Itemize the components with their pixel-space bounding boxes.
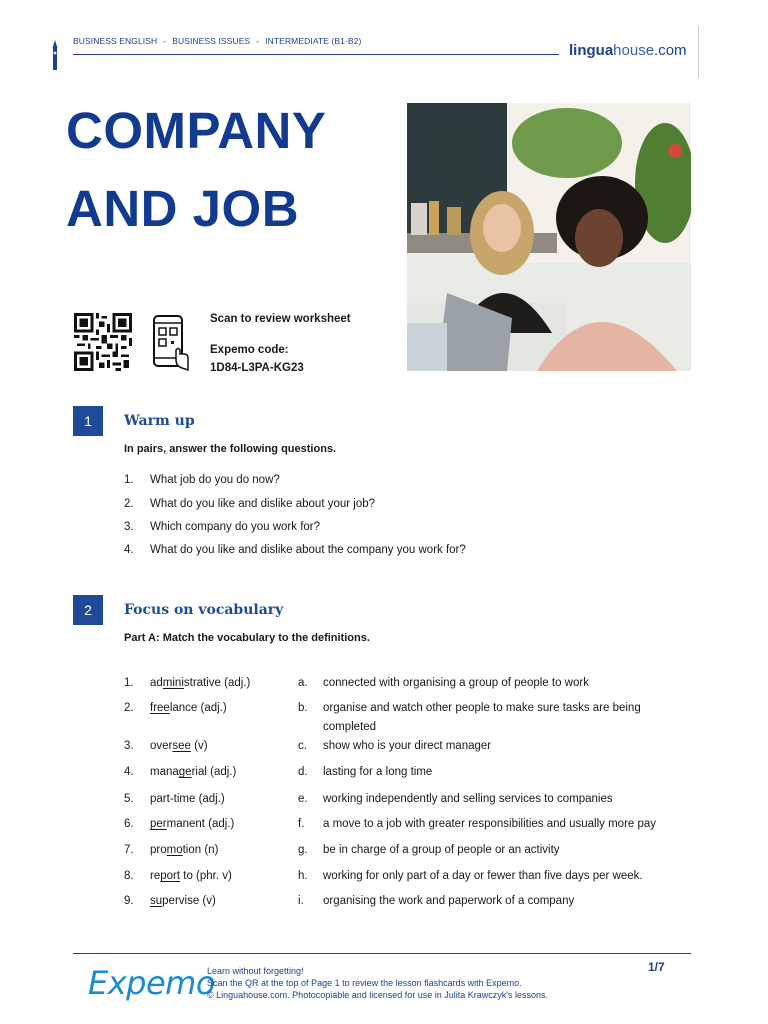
vocab-word: managerial (adj.) [150,766,237,778]
footer-copyright: © Linguahouse.com. Photocopiable and licensed for use in Julita Krawczyk's lessons. [207,990,549,1000]
section-instruction: Part A: Match the vocabulary to the definitions. [124,632,370,644]
expemo-logo[interactable]: Expemo [88,964,215,1002]
vocab-definition: working for only part of a day or fewer than five days per week. [323,870,643,882]
footer-tagline: Learn without forgetting! [207,966,304,976]
vocab-definition: be in charge of a group of people or an activity [323,844,560,856]
header-divider [73,54,559,55]
vocab-word: oversee (v) [150,740,208,752]
vocab-word: freelance (adj.) [150,702,227,714]
vocab-definition: a move to a job with greater responsibilities and usually more pay [323,818,657,830]
vocab-word: supervise (v) [150,895,216,907]
section-instruction: In pairs, answer the following questions. [124,443,337,455]
vocab-word: part-time (adj.) [150,793,225,805]
expemo-code: Expemo code: 1D84-L3PA-KG23 [210,344,304,374]
section-title: Warm up [124,413,195,429]
linguahouse-logo[interactable]: linguahouse.com [569,42,687,59]
header-vertical-rule [698,26,699,78]
vocab-word: promotion (n) [150,844,219,856]
vocab-definition: connected with organising a group of people to work [323,677,589,689]
breadcrumb: BUSINESS ENGLISH - BUSINESS ISSUES - INTERMEDIATE (B1-B2) [73,36,362,46]
vocab-word: permanent (adj.) [150,818,235,830]
phone-scan-icon [152,314,190,372]
vocab-word: administrative (adj.) [150,677,251,689]
section-number: 1 [73,406,103,436]
section-title: Focus on vocabulary [124,602,284,618]
section-number: 2 [73,595,103,625]
footer-instruction: Scan the QR at the top of Page 1 to review the lesson flashcards with Expemo. [207,978,522,988]
vocab-definition: organise and watch other people to make sure tasks are being completed [323,702,641,733]
vocab-definition: show who is your direct manager [323,740,492,752]
breadcrumb-item[interactable]: BUSINESS ENGLISH [73,36,158,46]
footer-divider [73,953,691,954]
scan-label: Scan to review worksheet [210,313,351,325]
big-ben-icon [50,40,60,70]
page-number: 1/7 [648,960,665,974]
breadcrumb-item[interactable]: INTERMEDIATE (B1-B2) [265,36,362,46]
vocab-definition: working independently and selling services to companies [323,793,613,805]
vocab-definition: organising the work and paperwork of a company [323,895,575,907]
vocab-word: report to (phr. v) [150,870,232,882]
qr-code-icon[interactable] [73,313,133,371]
page-title: COMPANY AND JOB [66,102,327,237]
breadcrumb-item[interactable]: BUSINESS ISSUES [172,36,251,46]
vocab-definition: lasting for a long time [323,766,433,778]
office-photo [407,103,691,371]
